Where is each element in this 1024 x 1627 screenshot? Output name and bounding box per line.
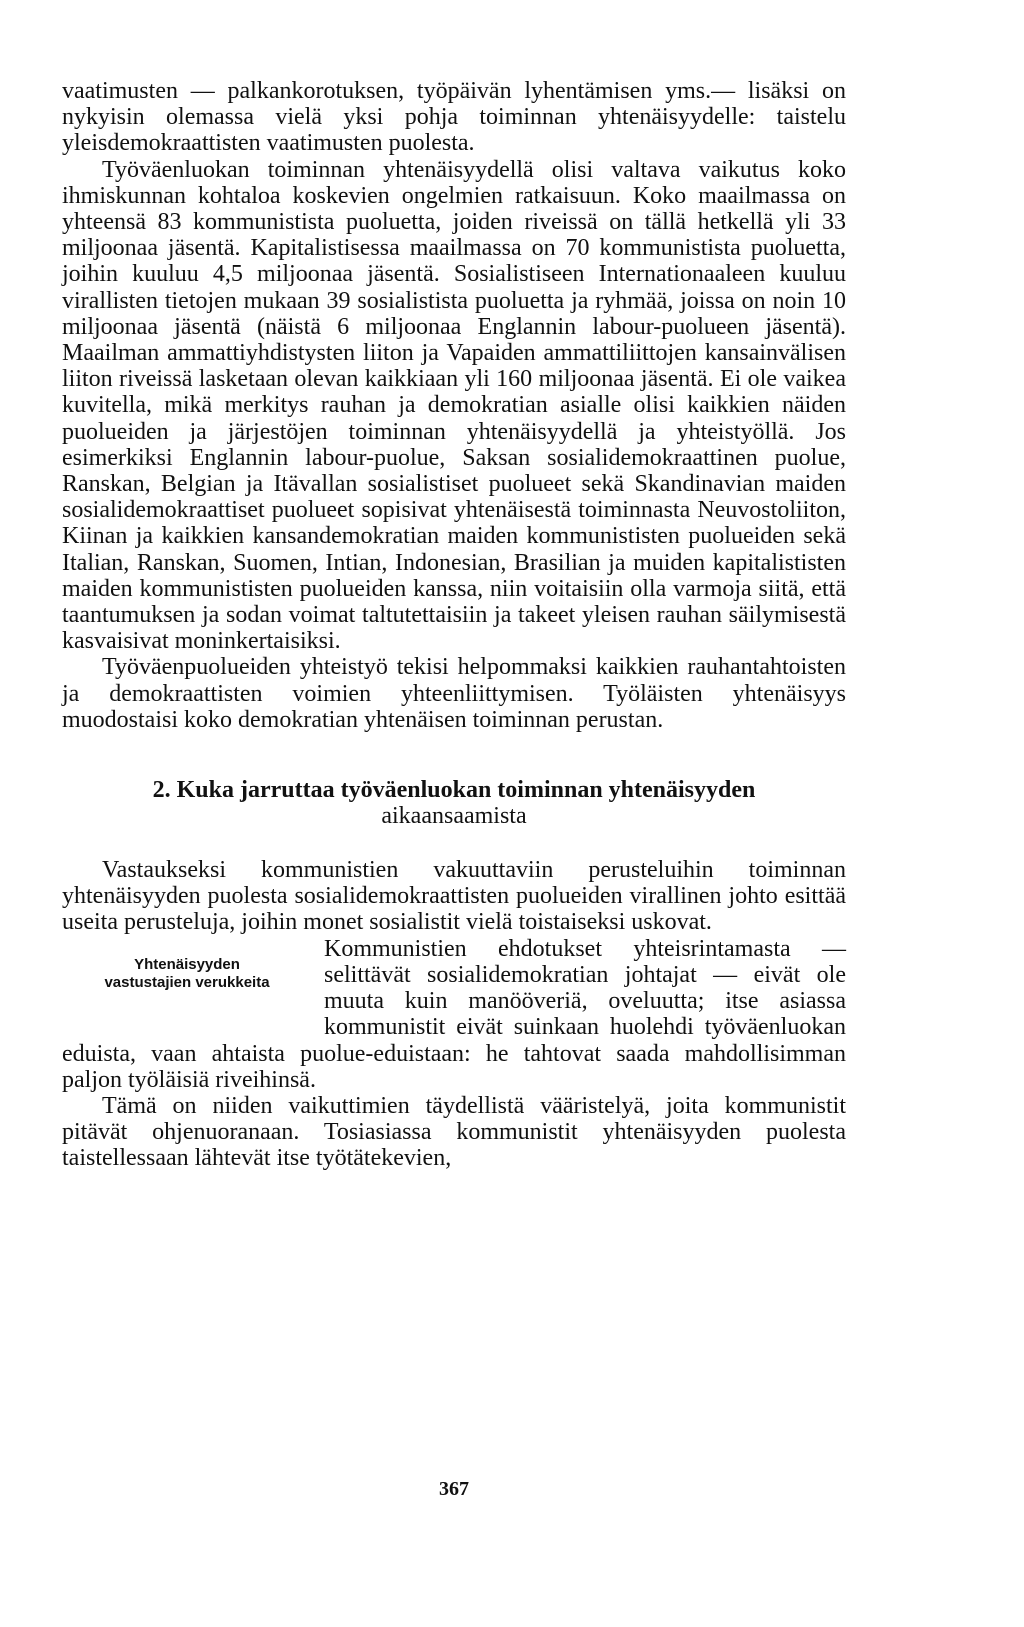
- paragraph-4: Vastaukseksi kommunistien vakuuttaviin perusteluihin toiminnan yhtenäisyyden puolesta sosialidemokraattisten puolueiden virallinen johto esittää useita perusteluja, joihin monet sosialistit vielä toistaiseksi uskovat.: [62, 857, 846, 936]
- section-heading-line2: aikaansaamista: [381, 803, 527, 830]
- page-number: 367: [439, 1478, 469, 1500]
- document-page: [62, 78, 846, 1500]
- paragraph-2: Työväenluokan toiminnan yhtenäisyydellä olisi valtava vaikutus koko ihmiskunnan kohtaloa koskevien ongelmien ratkaisuun. Koko maailmassa on yhteensä 83 kommunistista puoluetta, joiden riveissä on tällä hetkellä yli 33 miljoonaa jäsentä. Kapitalistisessa maailmassa on 70 kommunistista puoluetta, joihin kuuluu 4,5 miljoonaa jäsentä. Sosialistiseen Internationaaleen kuuluu virallisten tietojen mukaan 39 sosialistista puoluetta ja ryhmää, joissa on noin 10 miljoonaa jäsentä (näistä 6 miljoonaa Englannin labour-puolueen jäsentä). Maailman ammattiyhdistysten liiton ja Vapaiden ammattiliittojen kansainvälisen liiton riveissä lasketaan olevan kaikkiaan yli 160 miljoonaa jäsentä. Ei ole vaikea kuvitella, mikä merkitys rauhan ja demokratian asialle olisi kaikkien näiden puolueiden ja järjestöjen toiminnan yhtenäisyydellä ja yhteistyöllä. Jos esimerkiksi Englannin labour-puolue, Saksan sosialidemokraattinen puolue, Ranskan, Belgian ja Itävallan sosialistiset puolueet sekä Skandinavian maiden sosialidemokraattiset puolueet sopisivat yhtenäisestä toiminnasta Neuvostoliiton, Kiinan ja kaikkien kansandemokratian maiden kommunististen puolueiden sekä Italian, Ranskan, Suomen, Intian, Indonesian, Brasilian ja muiden kapitalististen maiden kommunististen puolueiden kanssa, niin voitaisiin olla varmoja siitä, että taantumuksen ja sodan voimat taltutettaisiin ja takeet yleisen rauhan säilymisestä kasvaisivat moninkertaisiksi.: [62, 156, 846, 655]
- paragraph-with-margin-note: [62, 936, 846, 1093]
- section-heading-line1: 2. Kuka jarruttaa työväenluokan toiminnan yhtenäisyyden: [152, 777, 756, 804]
- paragraph-6: Tämä on niiden vaikuttimien täydellistä vääristelyä, joita kommunistit pitävät ohjenuoranaan. Tosiasiassa kommunistit yhtenäisyyden puolesta taistellessaan lähtevät itse työtätekevien,: [62, 1092, 846, 1172]
- paragraph-3: Työväenpuolueiden yhteistyö tekisi helpommaksi kaikkien rauhantahtoisten ja demokraattisten voimien yhteenliittymisen. Työläisten yhtenäisyys muodostaisi koko demokratian yhtenäisen toiminnan perustan.: [62, 654, 846, 733]
- margin-note-line1: Yhtenäisyyden: [134, 955, 240, 973]
- paragraph-1: vaatimusten — palkankorotuksen, työpäivän lyhentämisen yms.— lisäksi on nykyisin olemassa vielä yksi pohja toiminnan yhtenäisyydelle: taistelu yleisdemokraattisten vaatimusten puolesta.: [62, 78, 846, 157]
- margin-note: [62, 956, 312, 1036]
- paragraph-5: Kommunistien ehdotukset yhteisrintamasta — selittävät sosialidemokratian johtajat — eivät ole muuta kuin manööveriä, oveluutta; itse asiassa kommunistit eivät suinkaan huolehdi työväenluokan eduista, vaan ahtaista puolue-eduistaan: he tahtovat saada mahdollisimman paljon työläisiä riveihinsä.: [62, 935, 846, 1093]
- section-heading: [62, 777, 846, 829]
- margin-note-line2: vastustajien verukkeita: [104, 973, 270, 991]
